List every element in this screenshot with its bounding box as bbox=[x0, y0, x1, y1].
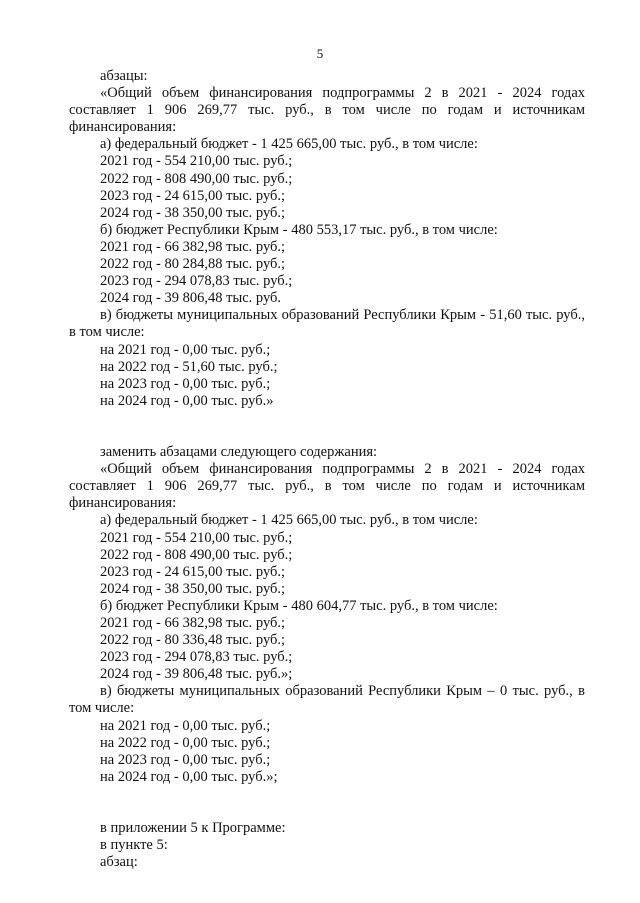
text-line: «Общий объем финансирования подпрограммы 2 в 2021 - 2024 годах bbox=[100, 461, 585, 478]
text-line: на 2021 год - 0,00 тыс. руб.; bbox=[100, 341, 271, 358]
page-number: 5 bbox=[316, 46, 324, 61]
document-body bbox=[69, 68, 585, 871]
blank-line bbox=[69, 410, 585, 444]
text-line: в приложении 5 к Программе: bbox=[100, 820, 286, 837]
text-line: в) бюджеты муниципальных образований Республики Крым – 0 тыс. руб., в bbox=[100, 683, 585, 700]
text-line: 2023 год - 24 615,00 тыс. руб.; bbox=[100, 187, 286, 204]
text-line: 2022 год - 80 284,88 тыс. руб.; bbox=[100, 256, 286, 273]
text-line: в пункте 5: bbox=[100, 837, 168, 854]
text-line: 2021 год - 554 210,00 тыс. руб.; bbox=[100, 529, 293, 546]
text-line: на 2022 год - 51,60 тыс. руб.; bbox=[100, 358, 278, 375]
text-line: финансирования: bbox=[69, 119, 177, 136]
text-line: на 2024 год - 0,00 тыс. руб.» bbox=[100, 392, 274, 409]
text-line: на 2023 год - 0,00 тыс. руб.; bbox=[100, 751, 271, 768]
text-line: том числе: bbox=[69, 700, 135, 717]
text-line: «Общий объем финансирования подпрограммы 2 в 2021 - 2024 годах bbox=[100, 85, 585, 102]
text-line: на 2024 год - 0,00 тыс. руб.»; bbox=[100, 768, 278, 785]
text-line: б) бюджет Республики Крым - 480 553,17 тыс. руб., в том числе: bbox=[100, 221, 498, 238]
text-line: 2024 год - 38 350,00 тыс. руб.; bbox=[100, 204, 286, 221]
text-line: 2021 год - 554 210,00 тыс. руб.; bbox=[100, 153, 293, 170]
text-line: 2023 год - 24 615,00 тыс. руб.; bbox=[100, 563, 286, 580]
text-line: заменить абзацами следующего содержания: bbox=[100, 444, 378, 461]
text-line: 2024 год - 39 806,48 тыс. руб.»; bbox=[100, 666, 293, 683]
text-line: 2024 год - 38 350,00 тыс. руб.; bbox=[100, 580, 286, 597]
text-line: 2024 год - 39 806,48 тыс. руб. bbox=[100, 290, 282, 307]
text-line: 2021 год - 66 382,98 тыс. руб.; bbox=[100, 238, 286, 255]
text-line: 2023 год - 294 078,83 тыс. руб.; bbox=[100, 273, 293, 290]
blank-line bbox=[69, 786, 585, 820]
text-line: 2022 год - 808 490,00 тыс. руб.; bbox=[100, 546, 293, 563]
text-line: составляет 1 906 269,77 тыс. руб., в том числе по годам и источникам bbox=[69, 478, 585, 495]
text-line: 2023 год - 294 078,83 тыс. руб.; bbox=[100, 649, 293, 666]
text-line: на 2023 год - 0,00 тыс. руб.; bbox=[100, 375, 271, 392]
text-line: составляет 1 906 269,77 тыс. руб., в том числе по годам и источникам bbox=[69, 102, 585, 119]
text-line: в) бюджеты муниципальных образований Республики Крым - 51,60 тыс. руб., bbox=[100, 307, 585, 324]
text-line: абзац: bbox=[100, 854, 138, 871]
text-line: абзацы: bbox=[100, 68, 148, 84]
text-line: в том числе: bbox=[69, 324, 145, 341]
text-line: 2022 год - 808 490,00 тыс. руб.; bbox=[100, 170, 293, 187]
text-line: 2022 год - 80 336,48 тыс. руб.; bbox=[100, 632, 286, 649]
text-line: б) бюджет Республики Крым - 480 604,77 тыс. руб., в том числе: bbox=[100, 597, 498, 614]
text-line: а) федеральный бюджет - 1 425 665,00 тыс. руб., в том числе: bbox=[100, 512, 478, 529]
text-line: на 2021 год - 0,00 тыс. руб.; bbox=[100, 717, 271, 734]
text-line: финансирования: bbox=[69, 495, 177, 512]
text-line: 2021 год - 66 382,98 тыс. руб.; bbox=[100, 615, 286, 631]
text-line: на 2022 год - 0,00 тыс. руб.; bbox=[100, 734, 271, 751]
text-line: а) федеральный бюджет - 1 425 665,00 тыс. руб., в том числе: bbox=[100, 136, 478, 153]
